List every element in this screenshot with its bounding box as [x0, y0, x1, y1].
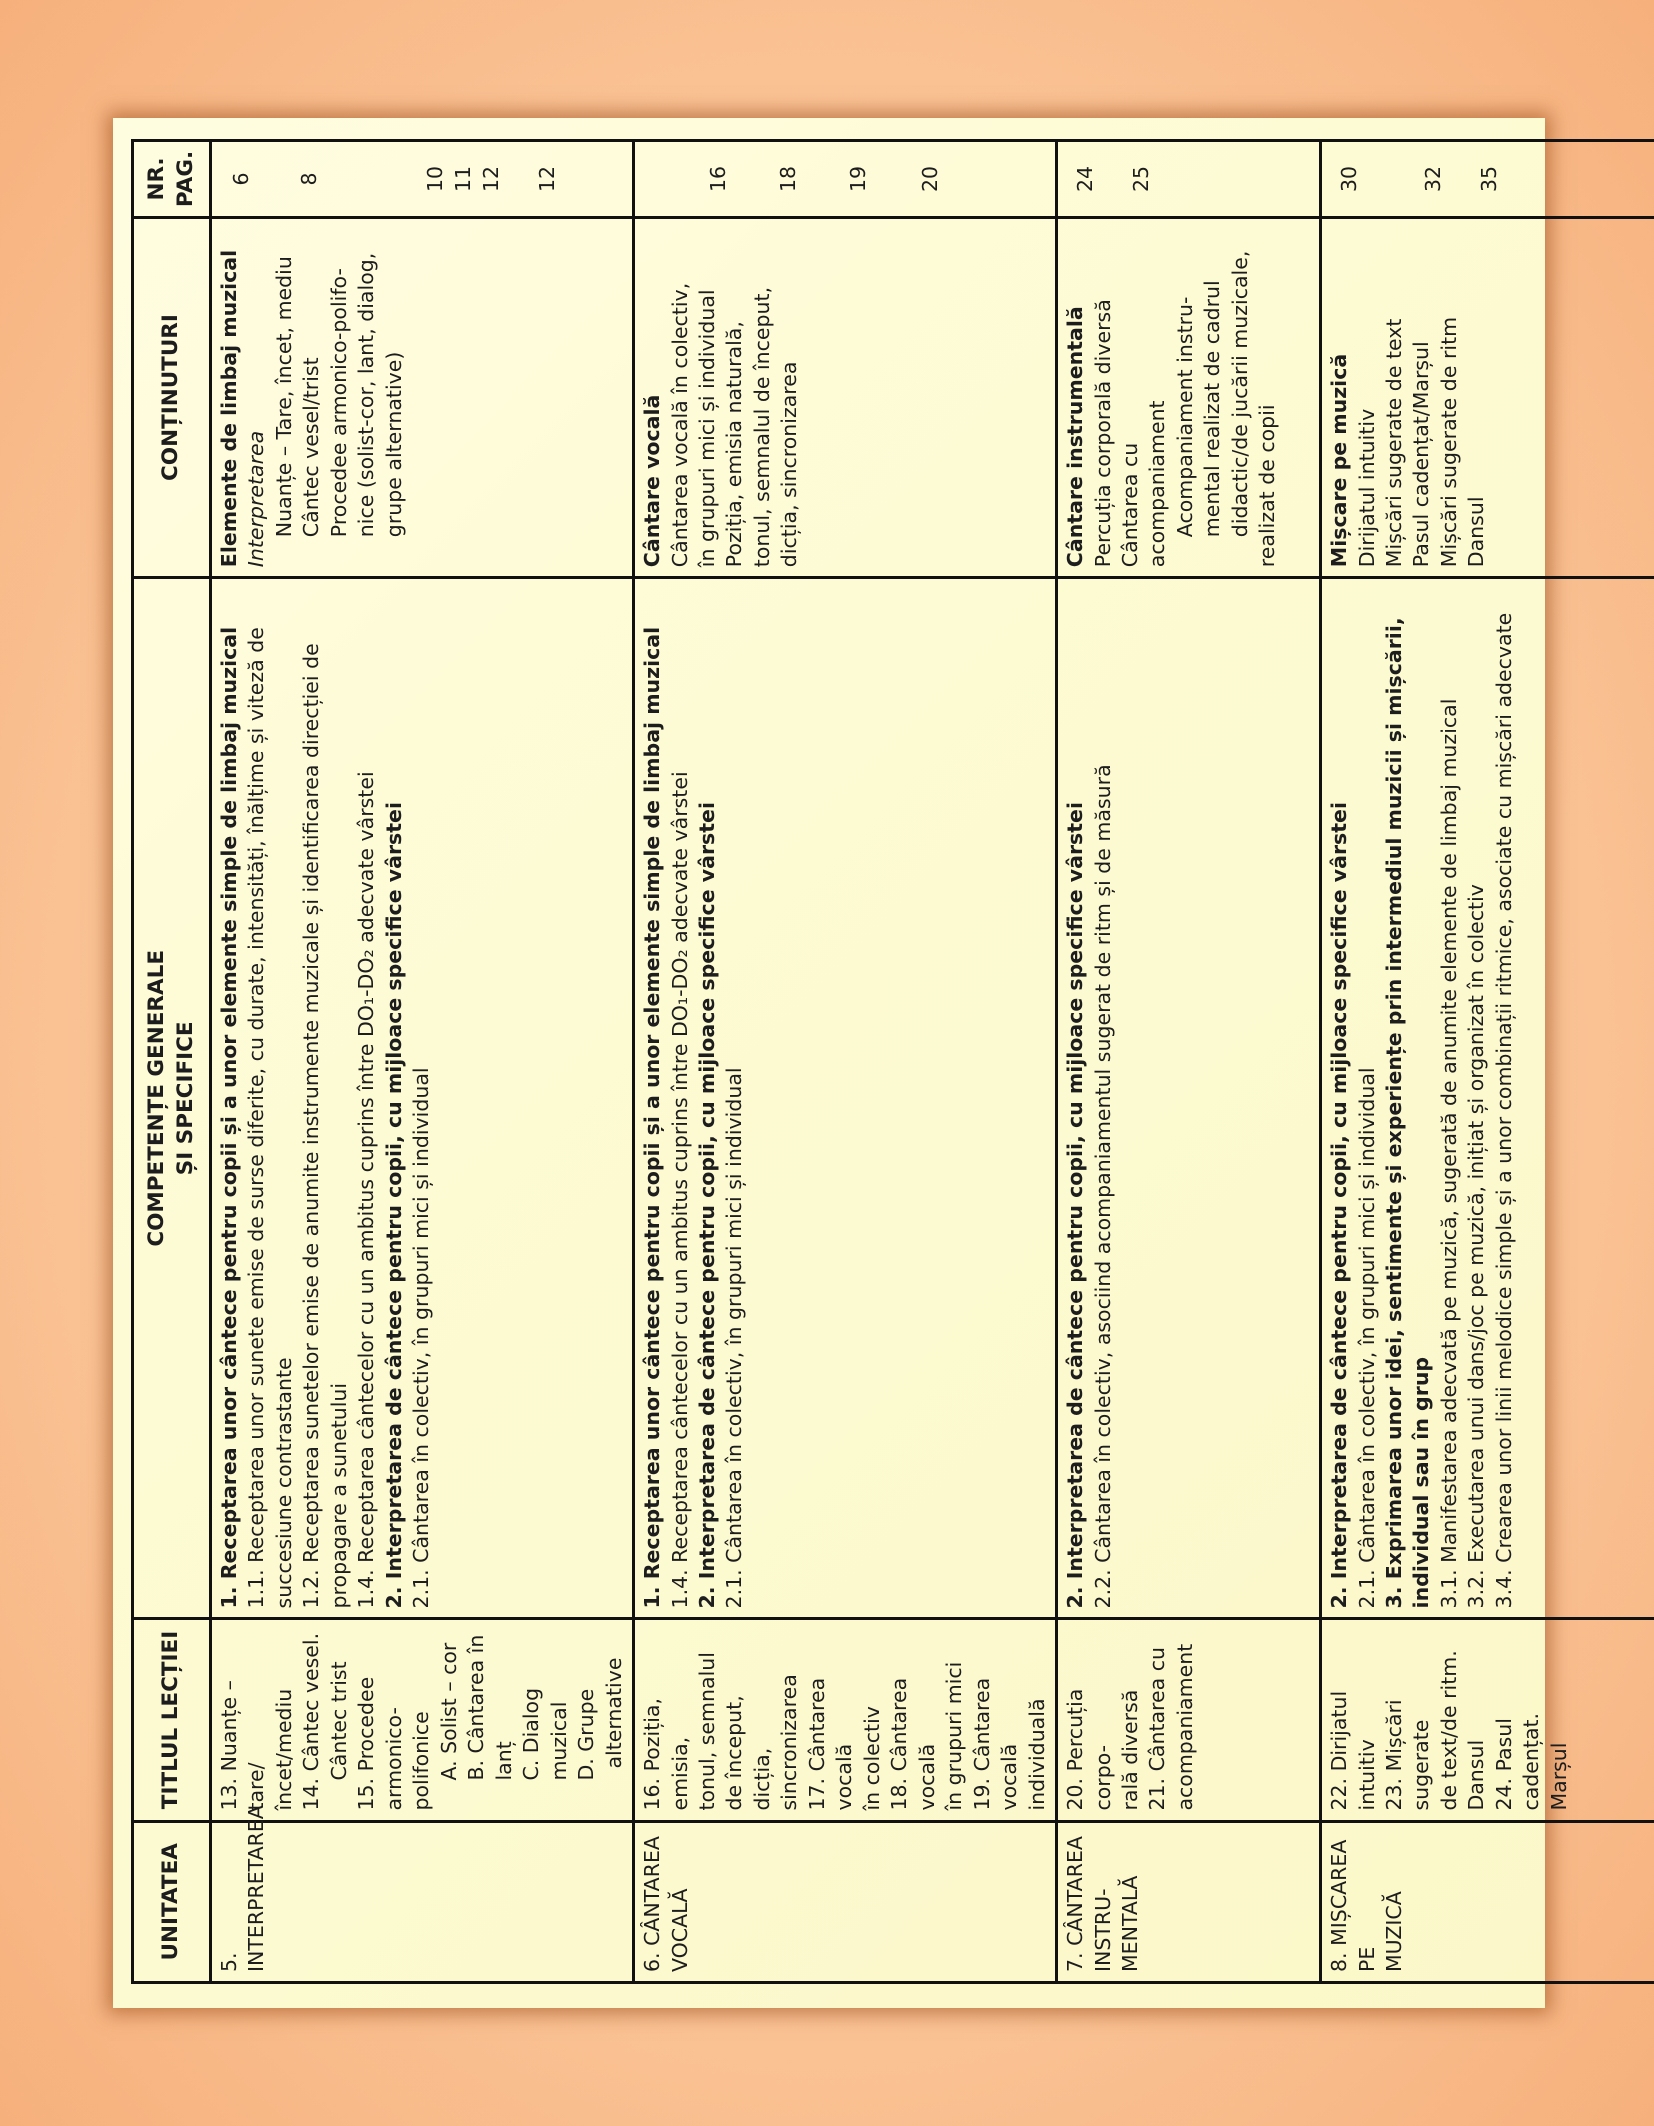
text-line: acompaniament	[1145, 400, 1170, 568]
text-line: 6	[229, 172, 253, 186]
header-contents: CONȚINUTURI	[133, 217, 211, 577]
text-line: 8	[297, 172, 321, 186]
text-line: Mișcări sugerate de text	[1382, 318, 1406, 568]
text-line: 15. Procedee	[354, 1676, 379, 1811]
text-line: 2. Interpretarea de cântece pentru copii, cu mijloace specifice vârstei	[1327, 802, 1352, 1609]
text-line: 24	[1073, 165, 1098, 193]
text-line: Dirijatul intuitiv	[1354, 408, 1379, 568]
contents-cell	[634, 217, 1057, 577]
text-line: Procedee armonico-polifo-	[326, 268, 351, 538]
text-line: 20	[918, 165, 943, 193]
text-line: 35	[1477, 165, 1502, 193]
text-line: realizat de copii	[1255, 404, 1280, 568]
text-line: Mișcare pe muzică	[1327, 353, 1352, 568]
text-line: alternative	[601, 1657, 626, 1769]
text-line: sincronizarea	[777, 1674, 802, 1811]
text-line: grupe alternative)	[381, 351, 406, 538]
text-line: 12	[535, 165, 559, 193]
text-line: 12	[479, 165, 503, 193]
text-line: 18	[776, 165, 801, 193]
text-line: încet/mediu	[271, 1688, 296, 1811]
text-line: 23. Mișcări sugerate	[1382, 1699, 1434, 1811]
text-line: 1.4. Receptarea cântecelor cu un ambitus cuprins între DO₁-DO₂ adecvate vârstei	[667, 771, 692, 1609]
text-line: 18. Cântarea vocală	[887, 1677, 939, 1811]
text-line: în grupuri mici	[942, 1661, 967, 1811]
text-line: 16	[706, 165, 731, 193]
text-line: 11	[451, 165, 475, 193]
competences-cell	[1057, 578, 1321, 1619]
pages-cell	[1321, 141, 1654, 218]
text-line: 2. Interpretarea de cântece pentru copii, cu mijloace specifice vârstei	[1063, 802, 1088, 1609]
text-line: 19. Cântarea vocală	[969, 1677, 1022, 1811]
text-line: tonul, semnalul	[694, 1652, 719, 1811]
text-line: MUZICĂ	[1382, 1891, 1406, 1972]
text-line: Percuția corporală diversă	[1090, 299, 1115, 568]
text-line: în colectiv	[859, 1706, 884, 1811]
text-line: dicția, sincronizarea	[777, 361, 802, 568]
text-line: 7. CÂNTAREA	[1063, 1836, 1088, 1972]
pages-cell	[211, 141, 634, 218]
table-row	[634, 141, 1057, 1983]
text-line: 16. Poziția, emisia,	[640, 1697, 692, 1811]
text-line: 24. Pasul cadențat.	[1491, 1712, 1544, 1811]
text-line: MENTALĂ	[1118, 1875, 1142, 1972]
rotated-content	[113, 118, 1571, 2008]
text-line: de început, dicția,	[722, 1695, 774, 1811]
text-line: Cântec vesel/trist	[299, 357, 324, 538]
text-line: 2.1. Cântarea în colectiv, în grupuri mici și individual	[1354, 1067, 1379, 1609]
text-line: VOCALĂ	[667, 1888, 692, 1972]
contents-cell	[211, 217, 634, 577]
text-line: Cântarea vocală în colectiv,	[667, 282, 692, 568]
text-line: Cântare vocală	[640, 394, 665, 568]
curriculum-table	[131, 139, 1654, 1984]
lesson-cell	[1057, 1619, 1321, 1821]
text-line: în grupuri mici și individual	[694, 289, 719, 568]
text-line: 22. Dirijatul intuitiv	[1327, 1690, 1379, 1811]
text-line: 8. MIȘCAREA PE	[1327, 1839, 1379, 1972]
text-line: 2.1. Cântarea în colectiv, în grupuri mici și individual	[722, 1067, 747, 1609]
competences-cell	[1321, 578, 1654, 1619]
text-line: 1.2. Receptarea sunetelor emise de anumite instrumente muzicale și identificarea direcției de propagare a sunetului	[299, 643, 351, 1609]
text-line: INSTRU-	[1090, 1888, 1115, 1972]
text-line: individuală	[1024, 1698, 1049, 1811]
contents-cell	[1321, 217, 1654, 577]
text-line: 20. Percuția corpo-	[1063, 1688, 1115, 1811]
text-line: 1.4. Receptarea cântecelor cu un ambitus cuprins între DO₁-DO₂ adecvate vârstei	[354, 771, 379, 1609]
text-line: Cântare instrumentală	[1063, 306, 1088, 568]
unit-cell	[1057, 1821, 1321, 1982]
text-line: de text/de ritm.	[1436, 1650, 1461, 1811]
text-line: Marșul	[1546, 1742, 1571, 1811]
text-line: B. Cântarea în lanț	[464, 1634, 516, 1781]
text-line: 10	[423, 165, 447, 193]
text-line: 19	[846, 165, 871, 193]
text-line: Poziția, emisia naturală,	[722, 321, 747, 568]
text-line: 2. Interpretarea de cântece pentru copii, cu mijloace specifice vârstei	[381, 802, 406, 1609]
lesson-cell	[211, 1619, 634, 1821]
text-line: Cântec trist	[326, 1661, 351, 1781]
text-line: rală diversă	[1118, 1689, 1142, 1811]
lesson-cell	[1321, 1619, 1654, 1821]
competences-cell	[211, 578, 634, 1619]
text-line: 17. Cântarea vocală	[804, 1677, 857, 1811]
text-line: ȘI SPECIFICE	[172, 1021, 198, 1176]
text-line: A. Solist – cor	[436, 1642, 461, 1781]
pages-cell	[1057, 141, 1321, 218]
text-line: Nuanțe – Tare, încet, mediu	[271, 256, 296, 538]
text-line: 5.	[217, 1952, 241, 1972]
unit-cell	[634, 1821, 1057, 1982]
text-line: 21. Cântarea cu	[1145, 1647, 1170, 1811]
unit-cell	[1321, 1821, 1654, 1982]
text-line: 3.1. Manifestarea adecvată pe muzică, sugerată de anumite elemente de limbaj muzical	[1436, 698, 1461, 1609]
text-line: acompaniament	[1172, 1643, 1197, 1811]
lesson-cell	[634, 1619, 1057, 1821]
header-competences	[133, 578, 211, 1619]
text-line: mental realizat de cadrul	[1200, 280, 1225, 538]
text-line: 32	[1421, 165, 1446, 193]
text-line: Elemente de limbaj muzical	[217, 249, 241, 568]
competences-cell	[634, 578, 1057, 1619]
text-line: Acompaniament instru-	[1172, 296, 1197, 538]
text-line: nice (solist-cor, lant, dialog,	[354, 252, 379, 538]
text-line: 2. Interpretarea de cântece pentru copii, cu mijloace specifice vârstei	[694, 802, 719, 1609]
text-line: 3.2. Executarea unui dans/joc pe muzică, inițiat și organizat în colectiv	[1464, 884, 1489, 1609]
header-pages	[133, 141, 211, 218]
table-row	[1057, 141, 1321, 1983]
text-line: 30	[1337, 165, 1362, 193]
text-line: 14. Cântec vesel.	[299, 1632, 324, 1811]
text-line: PAG.	[172, 150, 198, 208]
text-line: 13. Nuanțe – tare/	[217, 1680, 269, 1811]
text-line: 1. Receptarea unor cântece pentru copii și a unor elemente simple de limbaj muzical	[217, 626, 241, 1609]
text-line: didactic/de jucării muzicale,	[1227, 250, 1252, 538]
text-line: NR.	[143, 157, 169, 201]
table-header-row	[133, 141, 211, 1983]
unit-cell	[211, 1805, 634, 1982]
text-line: armonico-polifonice	[381, 1707, 434, 1811]
contents-cell	[1057, 217, 1321, 577]
text-line: 3. Exprimarea unor idei, sentimente și experiențe prin intermediul muzicii și mișcării, individual sau în grup	[1382, 617, 1434, 1609]
text-line: 2.1. Cântarea în colectiv, în grupuri mici și individual	[409, 1067, 434, 1609]
text-line: 2.2. Cântarea în colectiv, asociind acompaniamentul sugerat de ritm și de măsură	[1090, 764, 1115, 1609]
text-line: Mișcări sugerate de ritm	[1436, 316, 1461, 568]
text-line: 1.1. Receptarea unor sunete emise de surse diferite, cu durate, intensități, înălțime și viteză de succesiune contrastante	[244, 627, 296, 1609]
text-line: tonul, semnalul de început,	[749, 286, 774, 568]
text-line: 6. CÂNTAREA	[640, 1836, 665, 1972]
text-line: INTERPRETAREA	[244, 1805, 269, 1972]
text-line: Dansul	[1464, 1739, 1489, 1811]
text-line: Cântarea cu	[1118, 442, 1142, 568]
text-line: COMPETENȚE GENERALE	[143, 949, 169, 1247]
text-line: Pasul cadențat/Marșul	[1409, 341, 1434, 568]
text-line: D. Grupe	[574, 1688, 599, 1781]
pages-cell	[634, 141, 1057, 218]
text-line: Interpretarea	[244, 430, 269, 568]
document-page	[113, 118, 1571, 2008]
table-row	[1321, 141, 1654, 1983]
text-line: 25	[1129, 165, 1154, 193]
text-line: 1. Receptarea unor cântece pentru copii și a unor elemente simple de limbaj muzical	[640, 626, 665, 1609]
text-line: Dansul	[1464, 496, 1489, 568]
table-row	[211, 141, 634, 1983]
text-line: C. Dialog muzical	[519, 1687, 571, 1781]
text-line: 3.4. Crearea unor linii melodice simple și a unor combinații ritmice, asociate cu mișcări adecvate	[1491, 612, 1516, 1609]
header-unit: UNITATEA	[133, 1821, 211, 1982]
header-lesson-title: TITLUL LECȚIEI	[133, 1619, 211, 1821]
